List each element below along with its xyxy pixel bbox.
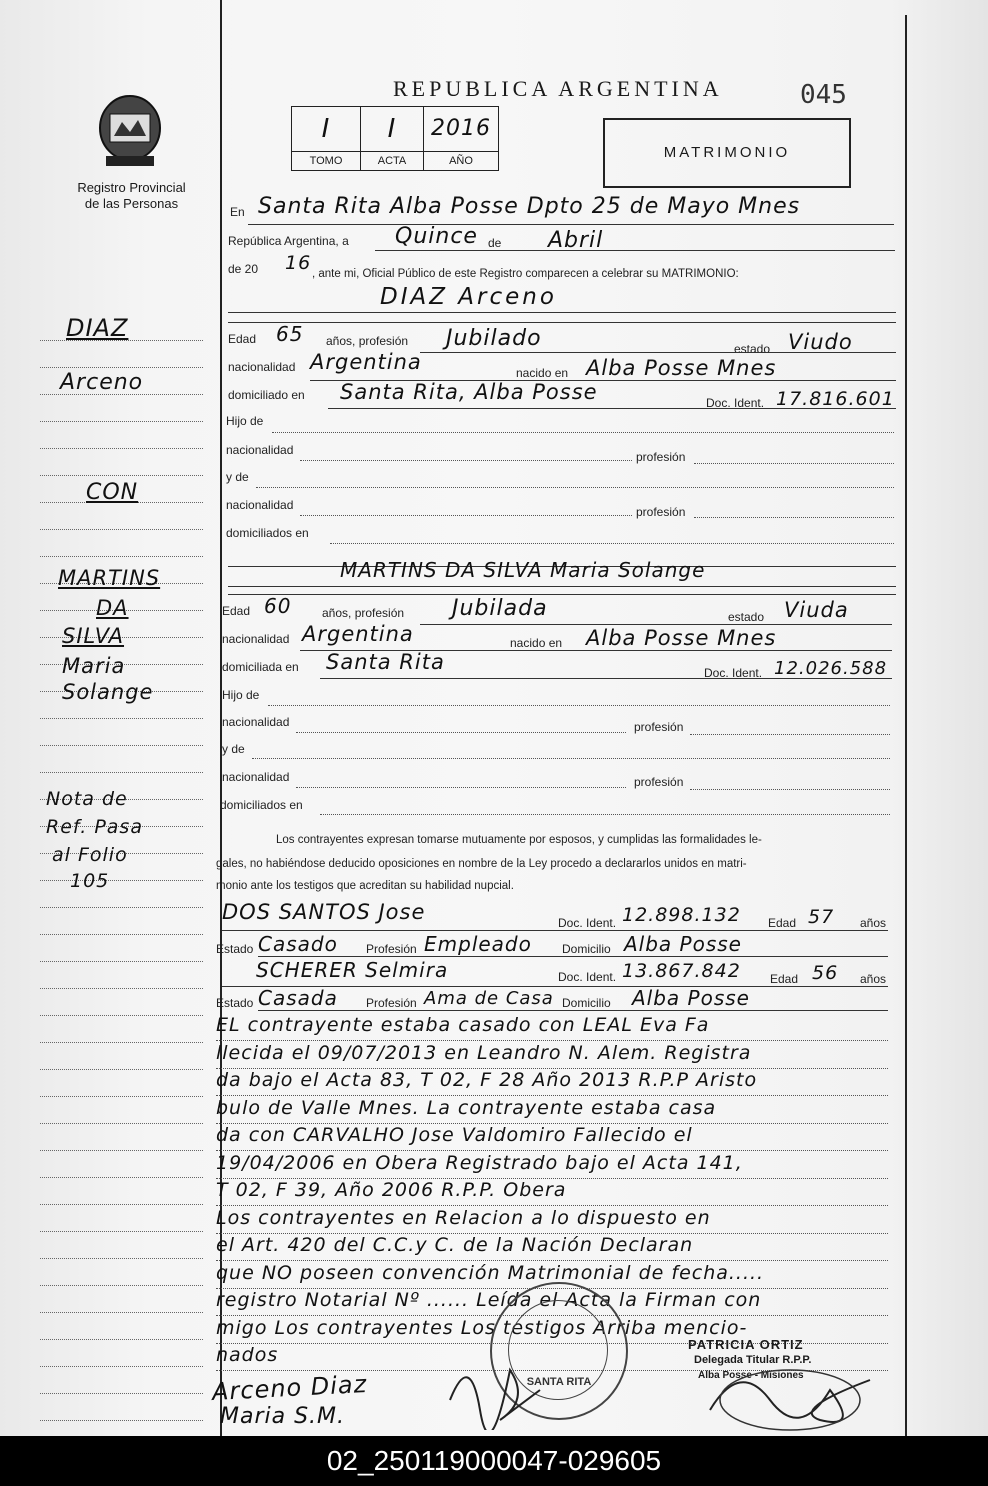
witness2-doc-label: Doc. Ident. bbox=[558, 970, 617, 984]
declaration-line3: monio ante los testigos que acreditan su habilidad nupcial. bbox=[216, 880, 514, 892]
declaration-line1: Los contrayentes expresan tomarse mutuamente por esposos, y cumplidas las formalidades le- bbox=[276, 834, 762, 846]
witness1-domicilio: Alba Posse bbox=[624, 932, 742, 956]
signature-delegate-scribble bbox=[700, 1360, 880, 1436]
margin-rule-line bbox=[40, 1204, 203, 1205]
groom-parent1-nac-label: nacionalidad bbox=[226, 443, 294, 457]
groom-parent2-nac-label: nacionalidad bbox=[226, 498, 294, 512]
margin-rule-line bbox=[40, 1096, 203, 1097]
margin-rule-line bbox=[40, 1177, 203, 1178]
witness2-anios-label: años bbox=[860, 972, 887, 986]
act-type-box: MATRIMONIO bbox=[603, 118, 851, 188]
note-line: el Art. 420 del C.C.y C. de la Nación Declaran bbox=[216, 1234, 694, 1256]
bride-hijo-label: Hijo de bbox=[222, 688, 260, 702]
witness1-domicilio-label: Domicilio bbox=[562, 942, 611, 956]
bride-doc: 12.026.588 bbox=[774, 658, 888, 679]
witness2-domicilio-label: Domicilio bbox=[562, 996, 611, 1010]
tomo-cell: I bbox=[291, 106, 361, 152]
margin-name2-c: SILVA bbox=[62, 624, 125, 648]
groom-yde-label: y de bbox=[226, 470, 249, 484]
bride-doc-label: Doc. Ident. bbox=[704, 666, 763, 680]
note-line: registro Notarial Nº ...... Leída el Acta la Firman con bbox=[216, 1289, 762, 1311]
bride-parent2-nac-label: nacionalidad bbox=[222, 770, 290, 784]
signature-witness-scribble bbox=[440, 1340, 550, 1430]
place-value: Santa Rita Alba Posse Dpto 25 de Mayo Mnes bbox=[258, 194, 801, 219]
margin-rule-line bbox=[40, 772, 203, 773]
margin-name2-a: MARTINS bbox=[58, 566, 161, 590]
margin-rule-line bbox=[40, 718, 203, 719]
tomo-label: TOMO bbox=[291, 151, 361, 171]
groom-domicile: Santa Rita, Alba Posse bbox=[340, 380, 598, 404]
margin-rule-line bbox=[40, 1258, 203, 1259]
en-label: En bbox=[230, 205, 245, 219]
margin-rule-line bbox=[40, 1393, 203, 1394]
witness1-estado: Casado bbox=[258, 932, 338, 956]
note-line: bulo de Valle Mnes. La contrayente estaba casa bbox=[216, 1096, 717, 1119]
bride-age: 60 bbox=[264, 594, 292, 618]
de-label: de bbox=[488, 236, 502, 250]
bride-estado: Viuda bbox=[784, 598, 849, 622]
bride-parent1-prof-label: profesión bbox=[634, 720, 684, 734]
groom-anios-prof: años, profesión bbox=[326, 334, 409, 348]
margin-rule-line bbox=[40, 880, 203, 881]
witness1-estado-label: Estado bbox=[216, 942, 254, 956]
margin-rule-line bbox=[40, 745, 203, 746]
groom-parents-dom-label: domiciliados en bbox=[226, 526, 309, 540]
groom-nac-label: nacionalidad bbox=[228, 360, 296, 374]
day-value: Quince bbox=[395, 224, 478, 249]
note-line: EL contrayente estaba casado con LEAL Eva Fa bbox=[216, 1014, 710, 1036]
margin-note-2: Ref. Pasa bbox=[46, 816, 143, 838]
margin-rule-line bbox=[40, 1015, 203, 1016]
witness2-domicilio: Alba Posse bbox=[632, 986, 750, 1010]
right-border-line bbox=[905, 15, 907, 1436]
note-line: da bajo el Acta 83, T 02, F 28 Año 2013 R.P.P Aristo bbox=[216, 1069, 758, 1091]
witness1-edad-label: Edad bbox=[768, 916, 797, 930]
groom-age: 65 bbox=[276, 322, 304, 346]
bride-birthplace: Alba Posse Mnes bbox=[586, 626, 777, 650]
groom-birthplace: Alba Posse Mnes bbox=[586, 356, 777, 380]
witness1-age: 57 bbox=[808, 906, 835, 928]
bride-edad-label: Edad bbox=[222, 604, 251, 618]
delegate-title: Delegada Titular R.P.P. bbox=[694, 1354, 812, 1366]
margin-rule-line bbox=[40, 1231, 203, 1232]
witness2-estado-label: Estado bbox=[216, 996, 254, 1010]
groom-nationality: Argentina bbox=[310, 350, 422, 374]
bride-estado-label: estado bbox=[728, 610, 765, 624]
bride-parent1-nac-label: nacionalidad bbox=[222, 715, 290, 729]
note-line: nados bbox=[216, 1344, 279, 1366]
anio-label: AÑO bbox=[423, 151, 499, 171]
bride-full-name: MARTINS DA SILVA Maria Solange bbox=[340, 558, 706, 582]
year-suffix: 16 bbox=[285, 252, 312, 274]
margin-rule-line bbox=[40, 907, 203, 908]
note-line: que NO poseen convención Matrimonial de fecha..... bbox=[216, 1261, 765, 1284]
misiones-crest-logo bbox=[96, 92, 164, 168]
country-title: REPUBLICA ARGENTINA bbox=[393, 76, 723, 101]
note-line: 19/04/2006 en Obera Registrado bajo el Acta 141, bbox=[216, 1151, 743, 1174]
groom-hijo-label: Hijo de bbox=[226, 414, 264, 428]
signature-groom: Arceno Diaz bbox=[211, 1369, 368, 1407]
margin-rule-line bbox=[40, 448, 203, 449]
bride-dom-label: domiciliada en bbox=[222, 660, 299, 674]
registry-name-line2: de las Personas bbox=[84, 196, 179, 211]
witness2-profesion: Ama de Casa bbox=[424, 988, 554, 1009]
groom-estado: Viudo bbox=[788, 330, 853, 354]
groom-estado-label: estado bbox=[734, 342, 771, 356]
bride-domicile: Santa Rita bbox=[326, 650, 445, 674]
witness1-profesion-label: Profesión bbox=[366, 942, 417, 956]
note-line: llecida el 09/07/2013 en Leandro N. Alem. Registra bbox=[216, 1041, 752, 1064]
groom-dom-label: domiciliado en bbox=[228, 388, 305, 402]
margin-rule-line bbox=[40, 1069, 203, 1070]
republica-label: República Argentina, a bbox=[228, 234, 349, 248]
acta-label: ACTA bbox=[360, 151, 424, 171]
delegate-name: PATRICIA ORTIZ bbox=[688, 1337, 804, 1352]
bride-nac-label: nacionalidad bbox=[222, 632, 290, 646]
groom-nacido-label: nacido en bbox=[516, 366, 569, 380]
delegate-place: Alba Posse - Misiones bbox=[698, 1370, 804, 1381]
margin-rule-line bbox=[40, 1042, 203, 1043]
margin-rule-line bbox=[40, 1123, 203, 1124]
margin-name2-d: Maria bbox=[62, 654, 126, 678]
witness2-edad-label: Edad bbox=[770, 972, 799, 986]
margin-rule-line bbox=[40, 934, 203, 935]
anio-cell: 2016 bbox=[423, 106, 499, 152]
note-line: T 02, F 39, Año 2006 R.P.P. Obera bbox=[216, 1179, 567, 1201]
margin-rule-line bbox=[40, 1150, 203, 1151]
acta-cell: I bbox=[360, 106, 424, 152]
witness1-profesion: Empleado bbox=[424, 932, 532, 956]
note-line: migo Los contrayentes Los testigos Arriba mencio- bbox=[216, 1316, 748, 1339]
margin-rule-line bbox=[40, 367, 203, 368]
note-line: da con CARVALHO Jose Valdomiro Fallecido el bbox=[216, 1124, 693, 1146]
page-number: 045 bbox=[800, 80, 847, 110]
seal-text: SANTA RITA bbox=[526, 1376, 592, 1388]
groom-doc-label: Doc. Ident. bbox=[706, 396, 765, 410]
witness2-doc: 13.867.842 bbox=[622, 960, 741, 982]
bride-parent2-prof-label: profesión bbox=[634, 775, 684, 789]
margin-rule-line bbox=[40, 988, 203, 989]
margin-name2-e: Solange bbox=[62, 680, 154, 704]
margin-rule-line bbox=[40, 1312, 203, 1313]
groom-edad-label: Edad bbox=[228, 332, 257, 346]
note-line: Los contrayentes en Relacion a lo dispuesto en bbox=[216, 1206, 711, 1229]
bride-parents-dom-label: domiciliados en bbox=[220, 798, 303, 812]
groom-parent1-prof-label: profesión bbox=[636, 450, 686, 464]
bride-yde-label: y de bbox=[222, 742, 245, 756]
signature-bride: Maria S.M. bbox=[220, 1404, 346, 1429]
declaration-line2: gales, no habiéndose deducido oposiciones en nombre de la Ley procedo a declararlos unidos en matri- bbox=[216, 858, 747, 870]
margin-con: CON bbox=[86, 480, 139, 505]
witness2-age: 56 bbox=[812, 962, 839, 984]
margin-rule-line bbox=[40, 961, 203, 962]
bride-profession: Jubilada bbox=[452, 596, 548, 621]
witness1-doc: 12.898.132 bbox=[622, 904, 741, 926]
witness2-profesion-label: Profesión bbox=[366, 996, 417, 1010]
witness1-name: DOS SANTOS Jose bbox=[222, 900, 426, 924]
margin-note-1: Nota de bbox=[46, 788, 128, 810]
witness1-doc-label: Doc. Ident. bbox=[558, 916, 617, 930]
month-value: Abril bbox=[548, 228, 604, 253]
year-prefix: de 20 bbox=[228, 262, 259, 276]
margin-rule-line bbox=[40, 1285, 203, 1286]
groom-full-name: DIAZ Arceno bbox=[380, 284, 557, 310]
bride-nacido-label: nacido en bbox=[510, 636, 563, 650]
witness1-anios-label: años bbox=[860, 916, 887, 930]
margin-rule-line bbox=[40, 475, 203, 476]
margin-rule-line bbox=[40, 529, 203, 530]
margin-note-4: 105 bbox=[70, 870, 110, 892]
margin-name1-b: Arceno bbox=[60, 370, 144, 395]
intro-statement: , ante mi, Oficial Público de este Registro comparecen a celebrar su MATRIMONIO: bbox=[312, 268, 739, 280]
margin-name1-a: DIAZ bbox=[66, 314, 129, 342]
bride-nationality: Argentina bbox=[302, 622, 414, 646]
groom-parent2-prof-label: profesión bbox=[636, 505, 686, 519]
bride-anios-prof: años, profesión bbox=[322, 606, 405, 620]
groom-profession: Jubilado bbox=[446, 326, 542, 351]
margin-rule-line bbox=[40, 1366, 203, 1367]
margin-rule-line bbox=[40, 556, 203, 557]
margin-rule-line bbox=[40, 421, 203, 422]
groom-doc: 17.816.601 bbox=[776, 388, 895, 410]
margin-note-3: al Folio bbox=[52, 844, 128, 866]
witness2-name: SCHERER Selmira bbox=[256, 958, 449, 982]
margin-rule-line bbox=[40, 1420, 203, 1421]
margin-rule-line bbox=[40, 1339, 203, 1340]
footer-barcode-label: 02_250119000047-029605 bbox=[0, 1436, 988, 1486]
margin-name2-b: DA bbox=[96, 596, 129, 620]
registry-name-line1: Registro Provincial bbox=[77, 180, 186, 195]
witness2-estado: Casada bbox=[258, 986, 338, 1010]
